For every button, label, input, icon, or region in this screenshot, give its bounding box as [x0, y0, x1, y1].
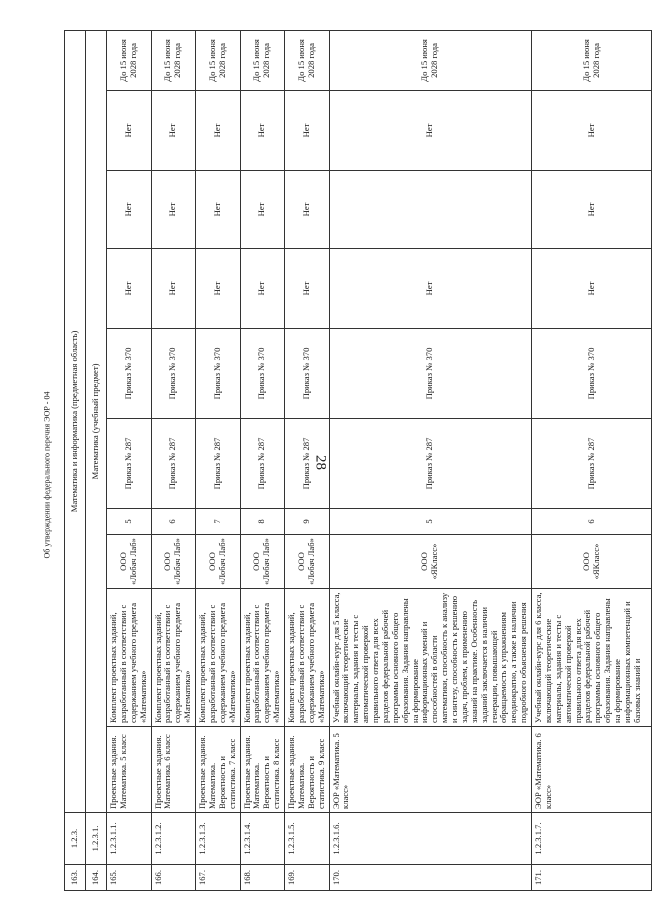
deadline: До 15 июня 2028 года [240, 30, 285, 90]
flag-3: Нет [532, 91, 652, 171]
grade: 9 [285, 509, 330, 535]
developer: ООО «Лобач Лаб» [151, 535, 196, 589]
resource-description: Комплект проектных заданий, разработанный в соответствии с содержанием учебного предмета «Математика» [285, 589, 330, 727]
table-row [151, 30, 196, 890]
footer-note [32, 391, 62, 559]
resource-description: Учебный онлайн-курс для 5 класса, включающий теоретические материалы, задания и тесты с автоматической проверкой правильного ответа для всех разделов федеральной рабочей программы основного общего образования. Задания направлены на формирование информационных умений и способностей в области математики, способность к анализу и синтезу, способность к решению задач, проблем, к применению знаний на практике. Особенность заданий заключается в наличии генерации, повышающей обращаемость к упражнениям неоднократно, а также в наличии подробного объяснения решения [329, 589, 532, 727]
row-code: 1.2.3.1.6. [329, 813, 532, 865]
deadline: До 15 июня 2028 года [532, 30, 652, 90]
order-287: Приказ № 287 [107, 419, 152, 509]
footer-text: Об утверждении федерального перечня ЭОР - 04 [42, 391, 52, 559]
deadline: До 15 июня 2028 года [196, 30, 241, 90]
row-number: 166. [151, 865, 196, 891]
grade: 5 [107, 509, 152, 535]
flag-3: Нет [151, 91, 196, 171]
flag-2: Нет [240, 171, 285, 249]
row-number: 170. [329, 865, 532, 891]
developer: ООО «ЯКласс» [329, 535, 532, 589]
resource-description: Комплект проектных заданий, разработанный в соответствии с содержанием учебного предмета «Математика» [240, 589, 285, 727]
flag-2: Нет [151, 171, 196, 249]
order-287: Приказ № 287 [196, 419, 241, 509]
grade: 6 [151, 509, 196, 535]
flag-2: Нет [107, 171, 152, 249]
row-code: 1.2.3.1.4. [240, 813, 285, 865]
table-row [107, 30, 152, 890]
deadline: До 15 июня 2028 года [107, 30, 152, 90]
table-row [532, 30, 652, 890]
order-287: Приказ № 287 [240, 419, 285, 509]
row-number: 163. [65, 865, 86, 891]
order-287: Приказ № 287 [532, 419, 652, 509]
flag-2: Нет [285, 171, 330, 249]
grade: 8 [240, 509, 285, 535]
developer: ООО «ЯКласс» [532, 535, 652, 589]
flag-2 [329, 171, 532, 249]
table-row [329, 30, 532, 890]
resource-name: Проектные задания. Математика. Вероятность и статистика. 8 класс [240, 727, 285, 813]
resource-name: Проектные задания. Математика. 6 класс [151, 727, 196, 813]
order-287: Приказ № 287 [285, 419, 330, 509]
flag-1: Нет [329, 249, 532, 329]
section-row [86, 30, 107, 890]
resource-description: Учебный онлайн-курс для 6 класса, включающий теоретические материалы, задания и тесты с автоматической проверкой правильного ответа для всех разделов федеральной рабочей программы основного общего образования. Задания направлены на формирование информационных компетенций и базовых знаний и [532, 589, 652, 727]
flag-2: Нет [532, 171, 652, 249]
developer: ООО «Лобач Лаб» [285, 535, 330, 589]
order-370: Приказ № 370 [240, 329, 285, 419]
deadline: До 15 июня 2028 года [329, 30, 532, 90]
order-370: Приказ № 370 [196, 329, 241, 419]
table-row [196, 30, 241, 890]
order-287: Приказ № 287 [329, 419, 532, 509]
flag-1: Нет [240, 249, 285, 329]
row-code: 1.2.3.1.1. [107, 813, 152, 865]
row-code: 1.2.3.1.5. [285, 813, 330, 865]
order-287: Приказ № 287 [151, 419, 196, 509]
developer: ООО «Лобач Лаб» [196, 535, 241, 589]
flag-1: Нет [285, 249, 330, 329]
order-370: Приказ № 370 [329, 329, 532, 419]
flag-1: Нет [532, 249, 652, 329]
grade: 6 [532, 509, 652, 535]
row-number: 171. [532, 865, 652, 891]
flag-3: Нет [329, 91, 532, 171]
table-row [285, 30, 330, 890]
flag-3: Нет [240, 91, 285, 171]
row-code: 1.2.3.1. [86, 813, 107, 865]
resource-description: Комплект проектных заданий, разработанный в соответствии с содержанием учебного предмета «Математика» [107, 589, 152, 727]
resource-name: Проектные задания. Математика. 5 класс [107, 727, 152, 813]
developer: ООО «Лобач Лаб» [240, 535, 285, 589]
rotated-table-area [64, 31, 642, 891]
row-code: 1.2.3.1.2. [151, 813, 196, 865]
row-number: 168. [240, 865, 285, 891]
table-body [65, 30, 652, 890]
row-code: 1.2.3. [65, 813, 86, 865]
order-370: Приказ № 370 [107, 329, 152, 419]
row-code: 1.2.3.1.3. [196, 813, 241, 865]
flag-3: Нет [285, 91, 330, 171]
eor-table [64, 30, 652, 891]
deadline: До 15 июня 2028 года [285, 30, 330, 90]
grade: 5 [329, 509, 532, 535]
deadline: До 15 июня 2028 года [151, 30, 196, 90]
flag-3: Нет [196, 91, 241, 171]
resource-description: Комплект проектных заданий, разработанный в соответствии с содержанием учебного предмета «Математика» [151, 589, 196, 727]
resource-name: Проектные задания. Математика. Вероятность и статистика. 9 класс [285, 727, 330, 813]
section-title: Математика (учебный предмет) [86, 30, 107, 812]
row-number: 169. [285, 865, 330, 891]
section-row [65, 30, 86, 890]
order-370: Приказ № 370 [532, 329, 652, 419]
resource-name: ЭОР «Математика. 5 класс» [329, 727, 532, 813]
row-number: 167. [196, 865, 241, 891]
page-number: 28 [312, 455, 329, 470]
row-number: 164. [86, 865, 107, 891]
rotated-content [64, 31, 642, 891]
flag-1: Нет [107, 249, 152, 329]
flag-2: Нет [196, 171, 241, 249]
resource-name: Проектные задания. Математика. Вероятность и статистика. 7 класс [196, 727, 241, 813]
flag-1: Нет [196, 249, 241, 329]
flag-1: Нет [151, 249, 196, 329]
resource-name: ЭОР «Математика. 6 класс» [532, 727, 652, 813]
resource-description: Комплект проектных заданий, разработанный в соответствии с содержанием учебного предмета «Математика» [196, 589, 241, 727]
section-title: Математика и информатика (предметная область) [65, 30, 86, 812]
flag-3: Нет [107, 91, 152, 171]
order-370: Приказ № 370 [151, 329, 196, 419]
grade: 7 [196, 509, 241, 535]
developer: ООО «Лобач Лаб» [107, 535, 152, 589]
order-370: Приказ № 370 [285, 329, 330, 419]
table-row [240, 30, 285, 890]
row-code: 1.2.3.1.7. [532, 813, 652, 865]
row-number: 165. [107, 865, 152, 891]
